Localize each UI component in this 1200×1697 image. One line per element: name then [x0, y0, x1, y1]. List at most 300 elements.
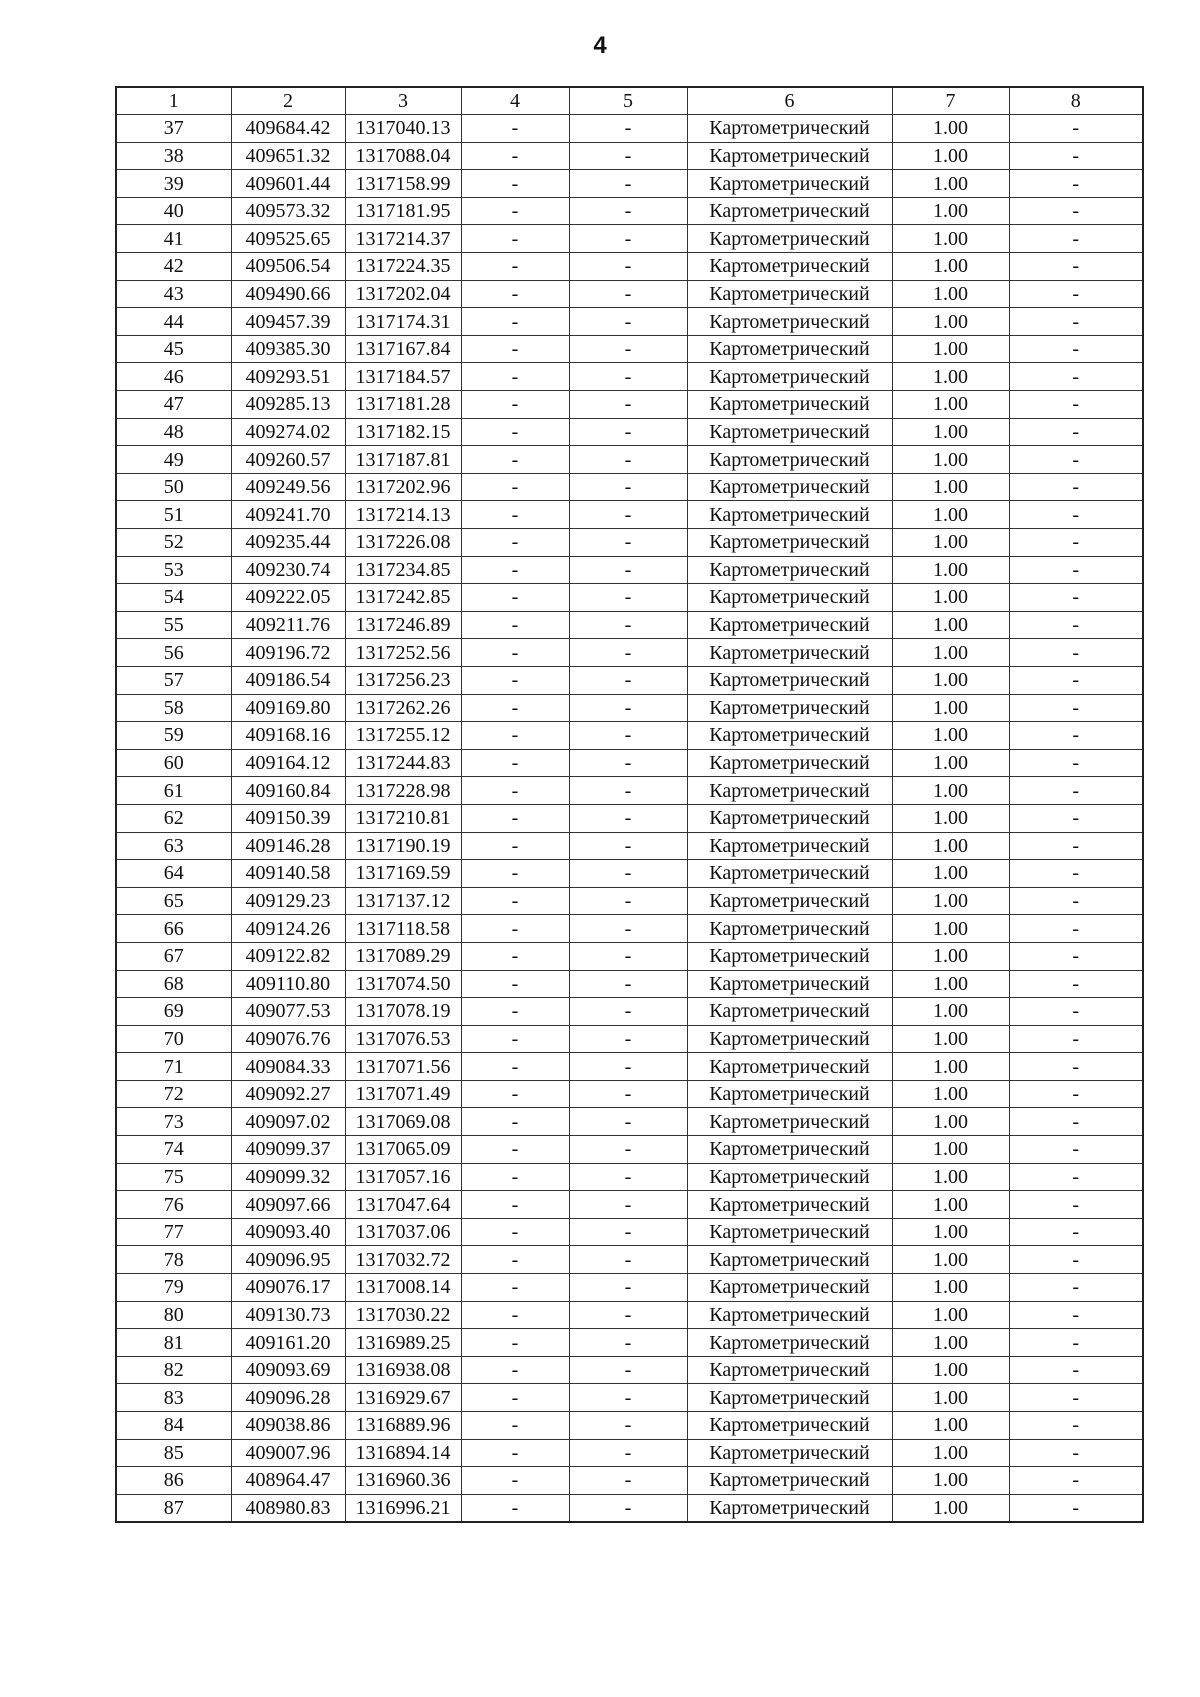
x-coordinate-cell: 409129.23 — [231, 887, 345, 915]
table-row — [116, 860, 1143, 888]
y-coordinate-cell: 1317256.23 — [345, 666, 461, 694]
accuracy-cell: 1.00 — [892, 611, 1009, 639]
y-coordinate-cell: 1316938.08 — [345, 1356, 461, 1384]
accuracy-cell: 1.00 — [892, 1494, 1009, 1522]
col-8-value-cell: - — [1009, 1467, 1143, 1495]
accuracy-cell: 1.00 — [892, 639, 1009, 667]
col-5-value-cell: - — [569, 1218, 687, 1246]
x-coordinate-cell: 409601.44 — [231, 170, 345, 198]
y-coordinate-cell: 1317065.09 — [345, 1136, 461, 1164]
y-coordinate-cell: 1317071.56 — [345, 1053, 461, 1081]
y-coordinate-cell: 1317226.08 — [345, 529, 461, 557]
accuracy-cell: 1.00 — [892, 197, 1009, 225]
col-4-value-cell: - — [461, 1218, 569, 1246]
method-cell: Картометрический — [687, 1025, 892, 1053]
col-5-value-cell: - — [569, 142, 687, 170]
point-number-cell: 72 — [116, 1080, 231, 1108]
point-number-cell: 82 — [116, 1356, 231, 1384]
col-8-value-cell: - — [1009, 1384, 1143, 1412]
col-8-value-cell: - — [1009, 1301, 1143, 1329]
method-cell: Картометрический — [687, 142, 892, 170]
table-row — [116, 1412, 1143, 1440]
method-cell: Картометрический — [687, 998, 892, 1026]
header-cell: 1 — [116, 87, 231, 115]
accuracy-cell: 1.00 — [892, 1053, 1009, 1081]
method-cell: Картометрический — [687, 1356, 892, 1384]
col-4-value-cell: - — [461, 253, 569, 281]
y-coordinate-cell: 1317202.96 — [345, 473, 461, 501]
table-row — [116, 556, 1143, 584]
col-5-value-cell: - — [569, 225, 687, 253]
col-5-value-cell: - — [569, 1053, 687, 1081]
accuracy-cell: 1.00 — [892, 1384, 1009, 1412]
y-coordinate-cell: 1317214.37 — [345, 225, 461, 253]
col-4-value-cell: - — [461, 197, 569, 225]
col-5-value-cell: - — [569, 1136, 687, 1164]
x-coordinate-cell: 409457.39 — [231, 308, 345, 336]
y-coordinate-cell: 1317190.19 — [345, 832, 461, 860]
point-number-cell: 87 — [116, 1494, 231, 1522]
method-cell: Картометрический — [687, 749, 892, 777]
table-row — [116, 391, 1143, 419]
col-8-value-cell: - — [1009, 1274, 1143, 1302]
point-number-cell: 53 — [116, 556, 231, 584]
method-cell: Картометрический — [687, 1439, 892, 1467]
method-cell: Картометрический — [687, 639, 892, 667]
accuracy-cell: 1.00 — [892, 666, 1009, 694]
accuracy-cell: 1.00 — [892, 335, 1009, 363]
col-8-value-cell: - — [1009, 142, 1143, 170]
col-8-value-cell: - — [1009, 666, 1143, 694]
y-coordinate-cell: 1316889.96 — [345, 1412, 461, 1440]
method-cell: Картометрический — [687, 501, 892, 529]
point-number-cell: 43 — [116, 280, 231, 308]
method-cell: Картометрический — [687, 1136, 892, 1164]
x-coordinate-cell: 409007.96 — [231, 1439, 345, 1467]
x-coordinate-cell: 409274.02 — [231, 418, 345, 446]
x-coordinate-cell: 408980.83 — [231, 1494, 345, 1522]
y-coordinate-cell: 1317255.12 — [345, 722, 461, 750]
table-row — [116, 418, 1143, 446]
point-number-cell: 65 — [116, 887, 231, 915]
col-5-value-cell: - — [569, 391, 687, 419]
col-4-value-cell: - — [461, 942, 569, 970]
table-row — [116, 970, 1143, 998]
col-8-value-cell: - — [1009, 1108, 1143, 1136]
point-number-cell: 48 — [116, 418, 231, 446]
accuracy-cell: 1.00 — [892, 391, 1009, 419]
y-coordinate-cell: 1317118.58 — [345, 915, 461, 943]
y-coordinate-cell: 1317244.83 — [345, 749, 461, 777]
method-cell: Картометрический — [687, 473, 892, 501]
table-row — [116, 749, 1143, 777]
accuracy-cell: 1.00 — [892, 1191, 1009, 1219]
y-coordinate-cell: 1317089.29 — [345, 942, 461, 970]
table-row — [116, 1191, 1143, 1219]
y-coordinate-cell: 1316929.67 — [345, 1384, 461, 1412]
col-4-value-cell: - — [461, 1191, 569, 1219]
col-5-value-cell: - — [569, 115, 687, 143]
accuracy-cell: 1.00 — [892, 749, 1009, 777]
col-4-value-cell: - — [461, 915, 569, 943]
accuracy-cell: 1.00 — [892, 418, 1009, 446]
point-number-cell: 58 — [116, 694, 231, 722]
col-4-value-cell: - — [461, 584, 569, 612]
header-cell: 2 — [231, 87, 345, 115]
accuracy-cell: 1.00 — [892, 1163, 1009, 1191]
accuracy-cell: 1.00 — [892, 142, 1009, 170]
col-5-value-cell: - — [569, 501, 687, 529]
col-4-value-cell: - — [461, 1494, 569, 1522]
y-coordinate-cell: 1316989.25 — [345, 1329, 461, 1357]
col-8-value-cell: - — [1009, 308, 1143, 336]
accuracy-cell: 1.00 — [892, 887, 1009, 915]
col-8-value-cell: - — [1009, 253, 1143, 281]
page-number: 4 — [593, 32, 607, 59]
method-cell: Картометрический — [687, 666, 892, 694]
col-8-value-cell: - — [1009, 391, 1143, 419]
point-number-cell: 69 — [116, 998, 231, 1026]
col-4-value-cell: - — [461, 1329, 569, 1357]
point-number-cell: 78 — [116, 1246, 231, 1274]
method-cell: Картометрический — [687, 1329, 892, 1357]
col-8-value-cell: - — [1009, 942, 1143, 970]
header-cell: 4 — [461, 87, 569, 115]
col-5-value-cell: - — [569, 1191, 687, 1219]
method-cell: Картометрический — [687, 1218, 892, 1246]
col-4-value-cell: - — [461, 1163, 569, 1191]
col-4-value-cell: - — [461, 722, 569, 750]
method-cell: Картометрический — [687, 170, 892, 198]
col-5-value-cell: - — [569, 1301, 687, 1329]
point-number-cell: 83 — [116, 1384, 231, 1412]
method-cell: Картометрический — [687, 1384, 892, 1412]
point-number-cell: 61 — [116, 777, 231, 805]
col-8-value-cell: - — [1009, 556, 1143, 584]
col-5-value-cell: - — [569, 1384, 687, 1412]
x-coordinate-cell: 409076.76 — [231, 1025, 345, 1053]
x-coordinate-cell: 409110.80 — [231, 970, 345, 998]
point-number-cell: 80 — [116, 1301, 231, 1329]
x-coordinate-cell: 409235.44 — [231, 529, 345, 557]
col-4-value-cell: - — [461, 639, 569, 667]
col-5-value-cell: - — [569, 860, 687, 888]
y-coordinate-cell: 1317071.49 — [345, 1080, 461, 1108]
point-number-cell: 67 — [116, 942, 231, 970]
y-coordinate-cell: 1317074.50 — [345, 970, 461, 998]
point-number-cell: 66 — [116, 915, 231, 943]
point-number-cell: 68 — [116, 970, 231, 998]
method-cell: Картометрический — [687, 308, 892, 336]
point-number-cell: 40 — [116, 197, 231, 225]
x-coordinate-cell: 409096.28 — [231, 1384, 345, 1412]
x-coordinate-cell: 409130.73 — [231, 1301, 345, 1329]
x-coordinate-cell: 409385.30 — [231, 335, 345, 363]
header-cell: 6 — [687, 87, 892, 115]
col-8-value-cell: - — [1009, 1163, 1143, 1191]
y-coordinate-cell: 1317181.95 — [345, 197, 461, 225]
accuracy-cell: 1.00 — [892, 777, 1009, 805]
table-row — [116, 1439, 1143, 1467]
point-number-cell: 46 — [116, 363, 231, 391]
point-number-cell: 76 — [116, 1191, 231, 1219]
method-cell: Картометрический — [687, 1494, 892, 1522]
x-coordinate-cell: 409651.32 — [231, 142, 345, 170]
x-coordinate-cell: 408964.47 — [231, 1467, 345, 1495]
accuracy-cell: 1.00 — [892, 1108, 1009, 1136]
col-5-value-cell: - — [569, 170, 687, 198]
x-coordinate-cell: 409169.80 — [231, 694, 345, 722]
col-4-value-cell: - — [461, 280, 569, 308]
col-8-value-cell: - — [1009, 1494, 1143, 1522]
col-4-value-cell: - — [461, 1080, 569, 1108]
table-row — [116, 529, 1143, 557]
point-number-cell: 75 — [116, 1163, 231, 1191]
method-cell: Картометрический — [687, 1108, 892, 1136]
table-row — [116, 1467, 1143, 1495]
col-8-value-cell: - — [1009, 1412, 1143, 1440]
method-cell: Картометрический — [687, 1246, 892, 1274]
point-number-cell: 77 — [116, 1218, 231, 1246]
y-coordinate-cell: 1317262.26 — [345, 694, 461, 722]
col-4-value-cell: - — [461, 611, 569, 639]
accuracy-cell: 1.00 — [892, 115, 1009, 143]
col-5-value-cell: - — [569, 556, 687, 584]
y-coordinate-cell: 1317076.53 — [345, 1025, 461, 1053]
col-4-value-cell: - — [461, 777, 569, 805]
point-number-cell: 64 — [116, 860, 231, 888]
accuracy-cell: 1.00 — [892, 363, 1009, 391]
col-5-value-cell: - — [569, 529, 687, 557]
x-coordinate-cell: 409285.13 — [231, 391, 345, 419]
col-8-value-cell: - — [1009, 749, 1143, 777]
y-coordinate-cell: 1317234.85 — [345, 556, 461, 584]
table-row — [116, 142, 1143, 170]
point-number-cell: 71 — [116, 1053, 231, 1081]
table-row — [116, 998, 1143, 1026]
header-cell: 3 — [345, 87, 461, 115]
col-5-value-cell: - — [569, 335, 687, 363]
col-4-value-cell: - — [461, 1384, 569, 1412]
col-8-value-cell: - — [1009, 1136, 1143, 1164]
y-coordinate-cell: 1316960.36 — [345, 1467, 461, 1495]
col-8-value-cell: - — [1009, 1246, 1143, 1274]
col-5-value-cell: - — [569, 1494, 687, 1522]
accuracy-cell: 1.00 — [892, 970, 1009, 998]
table-row — [116, 253, 1143, 281]
accuracy-cell: 1.00 — [892, 694, 1009, 722]
col-8-value-cell: - — [1009, 225, 1143, 253]
x-coordinate-cell: 409160.84 — [231, 777, 345, 805]
col-8-value-cell: - — [1009, 887, 1143, 915]
point-number-cell: 52 — [116, 529, 231, 557]
y-coordinate-cell: 1317214.13 — [345, 501, 461, 529]
col-8-value-cell: - — [1009, 970, 1143, 998]
method-cell: Картометрический — [687, 777, 892, 805]
col-4-value-cell: - — [461, 1025, 569, 1053]
accuracy-cell: 1.00 — [892, 501, 1009, 529]
col-5-value-cell: - — [569, 1246, 687, 1274]
method-cell: Картометрический — [687, 942, 892, 970]
col-4-value-cell: - — [461, 335, 569, 363]
method-cell: Картометрический — [687, 115, 892, 143]
x-coordinate-cell: 409196.72 — [231, 639, 345, 667]
x-coordinate-cell: 409684.42 — [231, 115, 345, 143]
accuracy-cell: 1.00 — [892, 1301, 1009, 1329]
col-5-value-cell: - — [569, 197, 687, 225]
y-coordinate-cell: 1317224.35 — [345, 253, 461, 281]
method-cell: Картометрический — [687, 1053, 892, 1081]
col-8-value-cell: - — [1009, 639, 1143, 667]
y-coordinate-cell: 1317137.12 — [345, 887, 461, 915]
y-coordinate-cell: 1317040.13 — [345, 115, 461, 143]
col-5-value-cell: - — [569, 970, 687, 998]
accuracy-cell: 1.00 — [892, 1356, 1009, 1384]
y-coordinate-cell: 1317210.81 — [345, 804, 461, 832]
table-row — [116, 1356, 1143, 1384]
table-row — [116, 1136, 1143, 1164]
table-row — [116, 1301, 1143, 1329]
col-4-value-cell: - — [461, 832, 569, 860]
col-5-value-cell: - — [569, 666, 687, 694]
table-row — [116, 363, 1143, 391]
x-coordinate-cell: 409092.27 — [231, 1080, 345, 1108]
col-8-value-cell: - — [1009, 1329, 1143, 1357]
table-row — [116, 1329, 1143, 1357]
col-4-value-cell: - — [461, 1108, 569, 1136]
table-row — [116, 666, 1143, 694]
x-coordinate-cell: 409122.82 — [231, 942, 345, 970]
accuracy-cell: 1.00 — [892, 1246, 1009, 1274]
method-cell: Картометрический — [687, 418, 892, 446]
col-5-value-cell: - — [569, 584, 687, 612]
col-4-value-cell: - — [461, 666, 569, 694]
y-coordinate-cell: 1316894.14 — [345, 1439, 461, 1467]
x-coordinate-cell: 409096.95 — [231, 1246, 345, 1274]
point-number-cell: 59 — [116, 722, 231, 750]
point-number-cell: 74 — [116, 1136, 231, 1164]
col-4-value-cell: - — [461, 1356, 569, 1384]
col-4-value-cell: - — [461, 418, 569, 446]
table-row — [116, 832, 1143, 860]
method-cell: Картометрический — [687, 225, 892, 253]
table-row — [116, 639, 1143, 667]
point-number-cell: 45 — [116, 335, 231, 363]
col-5-value-cell: - — [569, 253, 687, 281]
col-4-value-cell: - — [461, 142, 569, 170]
x-coordinate-cell: 409150.39 — [231, 804, 345, 832]
method-cell: Картометрический — [687, 446, 892, 474]
col-4-value-cell: - — [461, 170, 569, 198]
col-8-value-cell: - — [1009, 1356, 1143, 1384]
accuracy-cell: 1.00 — [892, 280, 1009, 308]
y-coordinate-cell: 1317158.99 — [345, 170, 461, 198]
point-number-cell: 55 — [116, 611, 231, 639]
col-8-value-cell: - — [1009, 804, 1143, 832]
col-4-value-cell: - — [461, 1439, 569, 1467]
col-5-value-cell: - — [569, 1412, 687, 1440]
x-coordinate-cell: 409124.26 — [231, 915, 345, 943]
header-cell: 5 — [569, 87, 687, 115]
col-4-value-cell: - — [461, 1136, 569, 1164]
point-number-cell: 37 — [116, 115, 231, 143]
method-cell: Картометрический — [687, 860, 892, 888]
x-coordinate-cell: 409230.74 — [231, 556, 345, 584]
x-coordinate-cell: 409038.86 — [231, 1412, 345, 1440]
col-8-value-cell: - — [1009, 1191, 1143, 1219]
method-cell: Картометрический — [687, 970, 892, 998]
col-5-value-cell: - — [569, 363, 687, 391]
accuracy-cell: 1.00 — [892, 1274, 1009, 1302]
table-row — [116, 170, 1143, 198]
col-5-value-cell: - — [569, 694, 687, 722]
col-8-value-cell: - — [1009, 1053, 1143, 1081]
x-coordinate-cell: 409099.37 — [231, 1136, 345, 1164]
point-number-cell: 86 — [116, 1467, 231, 1495]
table-row — [116, 1163, 1143, 1191]
table-row — [116, 584, 1143, 612]
accuracy-cell: 1.00 — [892, 804, 1009, 832]
table-row — [116, 280, 1143, 308]
accuracy-cell: 1.00 — [892, 446, 1009, 474]
col-8-value-cell: - — [1009, 860, 1143, 888]
col-8-value-cell: - — [1009, 584, 1143, 612]
point-number-cell: 47 — [116, 391, 231, 419]
col-5-value-cell: - — [569, 446, 687, 474]
table-row — [116, 1053, 1143, 1081]
point-number-cell: 56 — [116, 639, 231, 667]
table-row — [116, 225, 1143, 253]
col-8-value-cell: - — [1009, 998, 1143, 1026]
x-coordinate-cell: 409241.70 — [231, 501, 345, 529]
table-row — [116, 501, 1143, 529]
col-4-value-cell: - — [461, 556, 569, 584]
table-row — [116, 1246, 1143, 1274]
table-row — [116, 1384, 1143, 1412]
method-cell: Картометрический — [687, 391, 892, 419]
coordinates-table — [115, 86, 1144, 1523]
method-cell: Картометрический — [687, 832, 892, 860]
method-cell: Картометрический — [687, 611, 892, 639]
col-8-value-cell: - — [1009, 170, 1143, 198]
col-5-value-cell: - — [569, 915, 687, 943]
method-cell: Картометрический — [687, 1412, 892, 1440]
col-5-value-cell: - — [569, 804, 687, 832]
col-8-value-cell: - — [1009, 694, 1143, 722]
col-8-value-cell: - — [1009, 722, 1143, 750]
x-coordinate-cell: 409506.54 — [231, 253, 345, 281]
col-4-value-cell: - — [461, 391, 569, 419]
col-8-value-cell: - — [1009, 1080, 1143, 1108]
table-row — [116, 694, 1143, 722]
header-cell: 8 — [1009, 87, 1143, 115]
col-4-value-cell: - — [461, 1274, 569, 1302]
col-8-value-cell: - — [1009, 611, 1143, 639]
col-4-value-cell: - — [461, 1412, 569, 1440]
table-row — [116, 777, 1143, 805]
method-cell: Картометрический — [687, 529, 892, 557]
col-4-value-cell: - — [461, 887, 569, 915]
col-4-value-cell: - — [461, 529, 569, 557]
point-number-cell: 57 — [116, 666, 231, 694]
col-5-value-cell: - — [569, 1163, 687, 1191]
table-row — [116, 1025, 1143, 1053]
point-number-cell: 38 — [116, 142, 231, 170]
accuracy-cell: 1.00 — [892, 1412, 1009, 1440]
y-coordinate-cell: 1317184.57 — [345, 363, 461, 391]
x-coordinate-cell: 409293.51 — [231, 363, 345, 391]
accuracy-cell: 1.00 — [892, 1218, 1009, 1246]
